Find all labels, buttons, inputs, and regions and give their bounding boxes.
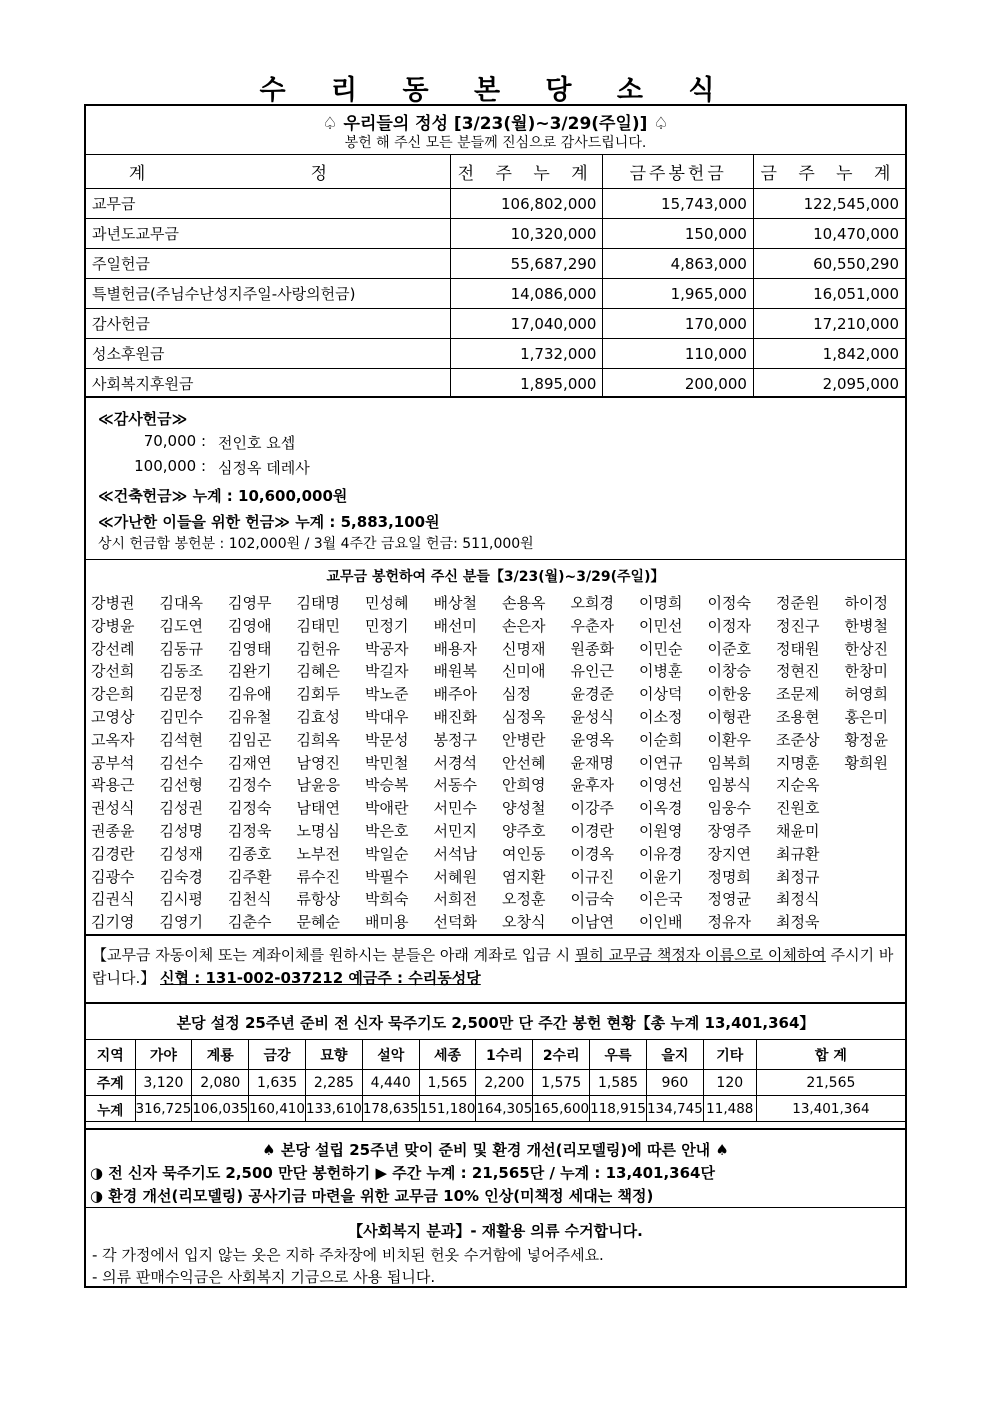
donor-name: 김유애 [228, 685, 272, 704]
rosary-week-label: 주계 [86, 1070, 135, 1096]
donor-name: 심정옥 [502, 707, 546, 726]
donor-name: 배주아 [433, 685, 477, 704]
donor-name: 허영희 [844, 685, 888, 704]
donor-name: 염지환 [502, 867, 546, 886]
donor-name: 심정 [502, 685, 531, 704]
donor-name: 김선수 [159, 753, 203, 772]
donor-name: 우춘자 [570, 616, 614, 635]
donor-name: 이강주 [570, 799, 614, 818]
offering-row [86, 219, 905, 249]
transfer-notice [86, 934, 905, 1002]
donor-name: 지명훈 [776, 753, 820, 772]
header-account: 계 정 [86, 155, 450, 189]
rosary-header-cell: 우륵 [590, 1040, 647, 1070]
donor-name: 이창승 [707, 662, 751, 681]
donor-name: 김영태 [228, 639, 272, 658]
donor-name: 이영선 [639, 776, 683, 795]
donor-name: 김성권 [159, 799, 203, 818]
donor-name: 서석남 [433, 844, 477, 863]
donor-name: 한상진 [844, 639, 888, 658]
donor-name: 김석현 [159, 730, 203, 749]
donor-name: 여인동 [502, 844, 546, 863]
donor-name: 김동규 [159, 639, 203, 658]
donor-name: 임복희 [707, 753, 751, 772]
donor-name: 고옥자 [91, 730, 135, 749]
donor-name: 김민수 [159, 707, 203, 726]
donor-name: 김정욱 [228, 821, 272, 840]
donor-name: 김광수 [91, 867, 135, 886]
week-offering: 1,965,000 [603, 279, 753, 309]
donor-name: 이연규 [639, 753, 683, 772]
week-total: 17,210,000 [753, 309, 905, 339]
donor-name: 박필수 [365, 867, 409, 886]
donor-name: 남영진 [296, 753, 340, 772]
donor-name: 김도연 [159, 616, 203, 635]
donor-name: 김정수 [228, 776, 272, 795]
donor-name: 채윤미 [776, 821, 820, 840]
rosary-header-cell: 기타 [703, 1040, 756, 1070]
donor-name: 이원영 [639, 821, 683, 840]
rosary-week-cell: 2,200 [476, 1070, 533, 1096]
donor-name: 이남연 [570, 913, 614, 932]
donor-name: 배진화 [433, 707, 477, 726]
donor-name: 하이정 [844, 594, 888, 612]
rosary-cumulative-cell: 118,915 [590, 1096, 647, 1122]
donor-name: 윤영옥 [570, 730, 614, 749]
notice-text: 【교무금 자동이체 또는 계좌이체를 원하시는 분들은 아래 계좌로 입금 시 [92, 946, 575, 964]
donor-name: 박문성 [365, 730, 409, 749]
donors-title: 교무금 봉헌하여 주신 분들【3/23(월)~3/29(주일)】 [326, 569, 665, 585]
donor-name: 최정식 [776, 890, 820, 909]
donor-name: 한창미 [844, 662, 888, 681]
donor-name: 권종윤 [91, 821, 135, 840]
donor-name [845, 820, 914, 843]
donor-name: 이윤기 [639, 867, 683, 886]
donor-name: 배용자 [433, 639, 477, 658]
donor-name: 김문정 [159, 685, 203, 704]
donor-name: 서경석 [433, 753, 477, 772]
donor-name: 서동수 [433, 776, 477, 795]
donor-name: 김천식 [228, 890, 272, 909]
welfare-section [86, 1207, 905, 1288]
donor-name: 박일순 [365, 844, 409, 863]
prev-total: 55,687,290 [450, 249, 603, 279]
offering-table [86, 154, 905, 398]
rosary-header-cell: 금강 [249, 1040, 306, 1070]
donor-name: 이인배 [639, 913, 683, 932]
donor-name: 오창식 [502, 913, 546, 932]
header-prev-total: 전 주 누 계 [450, 155, 603, 189]
rosary-header-row [86, 1040, 905, 1070]
donor-name: 이경란 [570, 821, 614, 840]
prev-total: 10,320,000 [450, 219, 603, 249]
donor-name: 윤후자 [570, 776, 614, 795]
donor-name: 조준상 [776, 730, 820, 749]
donor-name: 이소정 [639, 707, 683, 726]
donor-name: 안희영 [502, 776, 546, 795]
donor-name: 김태명 [296, 594, 340, 612]
week-offering: 170,000 [603, 309, 753, 339]
donor-name: 김헌유 [296, 639, 340, 658]
donor-name: 임웅수 [707, 799, 751, 818]
donor-name: 김선형 [159, 776, 203, 795]
welfare-title: 【사회복지 분과】- 재활용 의류 수거합니다. [348, 1222, 643, 1240]
header-week-offering: 금주봉헌금 [603, 155, 753, 189]
donor-name: 이민선 [639, 616, 683, 635]
account-name: 교무금 [86, 189, 450, 219]
donor-name [845, 797, 914, 820]
offering-subtitle: 봉헌 해 주신 모든 분들께 진심으로 감사드립니다. [344, 135, 647, 151]
rosary-cumulative-cell: 106,035 [192, 1096, 249, 1122]
donor-name: 신명재 [502, 639, 546, 658]
donor-name [845, 888, 914, 911]
donor-name: 정영균 [707, 890, 751, 909]
account-name: 사회복지후원금 [86, 369, 450, 399]
thanks-amount: 70,000 : [143, 432, 206, 450]
rosary-header-cell: 묘향 [305, 1040, 362, 1070]
donor-name: 이은국 [639, 890, 683, 909]
rosary-header-cell: 을지 [646, 1040, 703, 1070]
donor-name: 김유철 [228, 707, 272, 726]
donor-name: 유인근 [570, 662, 614, 681]
donor-name: 서희전 [433, 890, 477, 909]
donor-name: 김기영 [91, 913, 135, 932]
donor-name: 박공자 [365, 639, 409, 658]
donor-name: 서민수 [433, 799, 477, 818]
thanks-title: ≪감사헌금≫ [98, 410, 188, 428]
rosary-week-row [86, 1070, 905, 1096]
donor-name: 공부석 [91, 753, 135, 772]
announcement-item: ◑ 환경 개선(리모델링) 공사기금 마련을 위한 교무금 10% 인상(미책정 세대는 책정) [90, 1187, 654, 1205]
announcement-title: ♠ 본당 설립 25주년 맞이 준비 및 환경 개선(리모델링)에 따른 안내 ♠ [262, 1141, 729, 1159]
donor-name: 배미용 [365, 913, 409, 932]
donor-name: 곽용근 [91, 776, 135, 795]
announcement-item: ◑ 전 신자 묵주기도 2,500 만단 봉헌하기 ▶ 주간 누계 : 21,565단 / 누계 : 13,401,364단 [90, 1164, 715, 1182]
donor-name: 류수진 [296, 867, 340, 886]
donor-name: 홍은미 [844, 707, 888, 726]
rosary-header-cell: 가야 [135, 1040, 192, 1070]
donor-name: 황정윤 [844, 730, 888, 749]
offering-row [86, 309, 905, 339]
donor-name: 이옥경 [639, 799, 683, 818]
donor-name: 김영기 [159, 913, 203, 932]
donor-name: 이준호 [707, 639, 751, 658]
donor-name: 남태연 [296, 799, 340, 818]
donor-name: 한병철 [844, 616, 888, 635]
donor-name: 김영애 [228, 616, 272, 635]
rosary-table [86, 1039, 905, 1122]
prev-total: 106,802,000 [450, 189, 603, 219]
week-total: 10,470,000 [753, 219, 905, 249]
rosary-week-cell: 4,440 [362, 1070, 419, 1096]
week-total: 60,550,290 [753, 249, 905, 279]
donor-name: 임봉식 [707, 776, 751, 795]
donor-name: 김주환 [228, 867, 272, 886]
donor-name: 최규환 [776, 844, 820, 863]
donor-name: 노부전 [296, 844, 340, 863]
rosary-cumulative-cell: 134,745 [646, 1096, 703, 1122]
donor-name: 이유경 [639, 844, 683, 863]
rosary-header-cell: 1수리 [476, 1040, 533, 1070]
donor-name: 박민철 [365, 753, 409, 772]
donor-name: 정준원 [776, 594, 820, 612]
thanks-section [86, 396, 905, 559]
donor-name: 박대우 [365, 707, 409, 726]
thanks-amount: 100,000 : [134, 457, 206, 475]
rosary-week-cell: 2,285 [305, 1070, 362, 1096]
donor-name: 서혜원 [433, 867, 477, 886]
week-total: 2,095,000 [753, 369, 905, 399]
donor-name: 이정자 [707, 616, 751, 635]
building-fund-total: ≪건축헌금≫ 누계 : 10,600,000원 [98, 487, 348, 505]
donor-name: 김재연 [228, 753, 272, 772]
donor-name: 이규진 [570, 867, 614, 886]
week-offering: 110,000 [603, 339, 753, 369]
offering-header-row [86, 155, 905, 189]
donor-name [845, 866, 914, 889]
rosary-week-cell: 960 [646, 1070, 703, 1096]
thanks-name: 심정옥 데레사 [218, 459, 310, 477]
donor-name: 김희옥 [296, 730, 340, 749]
week-total: 16,051,000 [753, 279, 905, 309]
donor-name: 고영상 [91, 707, 135, 726]
donor-name: 배상철 [433, 594, 477, 612]
donor-name: 원종화 [570, 639, 614, 658]
donor-name: 김숙경 [159, 867, 203, 886]
rosary-cumulative-cell: 164,305 [476, 1096, 533, 1122]
donor-name: 김시평 [159, 890, 203, 909]
donor-name: 손용옥 [502, 594, 546, 612]
offering-row [86, 189, 905, 219]
offering-title: ♤ 우리들의 정성 [3/23(월)~3/29(주일)] ♤ [322, 114, 669, 134]
account-name: 특별헌금(주님수난성지주일-사랑의헌금) [86, 279, 450, 309]
rosary-cumulative-cell: 13,401,364 [756, 1096, 905, 1122]
offering-row [86, 249, 905, 279]
rosary-header-cell: 설악 [362, 1040, 419, 1070]
donor-name: 박노준 [365, 685, 409, 704]
notice-text: 주시기 바랍니다.】 [92, 946, 894, 987]
donor-name: 강은희 [91, 685, 135, 704]
rosary-cumulative-cell: 316,725 [135, 1096, 192, 1122]
donor-name: 이명희 [639, 594, 683, 612]
donor-name: 배원복 [433, 662, 477, 681]
offering-section [86, 106, 905, 396]
thanks-name: 전인호 요셉 [218, 434, 296, 452]
donor-name: 신미애 [502, 662, 546, 681]
donor-name [845, 843, 914, 866]
rosary-header-label: 지역 [86, 1040, 135, 1070]
donors-section [86, 559, 905, 933]
donor-name: 오정훈 [502, 890, 546, 909]
donor-name: 박승복 [365, 776, 409, 795]
donor-name: 장지연 [707, 844, 751, 863]
donor-name: 박애란 [365, 799, 409, 818]
account-name: 과년도교무금 [86, 219, 450, 249]
donor-name: 지순옥 [776, 776, 820, 795]
rosary-cumulative-cell: 151,180 [419, 1096, 476, 1122]
donor-name: 최정욱 [776, 913, 820, 932]
donor-name: 김권식 [91, 890, 135, 909]
donor-name: 이경옥 [570, 844, 614, 863]
donor-name: 이민순 [639, 639, 683, 658]
prev-total: 1,895,000 [450, 369, 603, 399]
donor-name: 손은자 [502, 616, 546, 635]
donor-name: 김성재 [159, 844, 203, 863]
rosary-week-cell: 1,575 [533, 1070, 590, 1096]
rosary-week-cell: 3,120 [135, 1070, 192, 1096]
rosary-cumulative-cell: 11,488 [703, 1096, 756, 1122]
donor-name: 강선례 [91, 639, 135, 658]
donor-name: 이금숙 [570, 890, 614, 909]
rosary-cumulative-label: 누계 [86, 1096, 135, 1122]
rosary-cumulative-cell: 160,410 [249, 1096, 306, 1122]
donor-name: 양주호 [502, 821, 546, 840]
donor-name: 장영주 [707, 821, 751, 840]
account-name: 성소후원금 [86, 339, 450, 369]
donor-name: 권성식 [91, 799, 135, 818]
donor-name: 박희숙 [365, 890, 409, 909]
donor-name: 김춘수 [228, 913, 272, 932]
donor-name: 서민지 [433, 821, 477, 840]
transfer-notice-text [92, 944, 901, 990]
donor-name: 윤성식 [570, 707, 614, 726]
account-name: 주일헌금 [86, 249, 450, 279]
donor-name: 정현진 [776, 662, 820, 681]
donor-name: 이환우 [707, 730, 751, 749]
donor-name: 김완기 [228, 662, 272, 681]
donor-name: 김회두 [296, 685, 340, 704]
donor-name: 정유자 [707, 913, 751, 932]
donor-name: 정진구 [776, 616, 820, 635]
donor-name: 강병윤 [91, 616, 135, 635]
rosary-header-cell: 2수리 [533, 1040, 590, 1070]
donor-name: 진원호 [776, 799, 820, 818]
donor-name-grid [91, 592, 906, 934]
donor-name: 안선혜 [502, 753, 546, 772]
welfare-item: - 각 가정에서 입지 않는 옷은 지하 주차장에 비치된 헌옷 수거함에 넣어주세요. [92, 1246, 604, 1264]
donor-name: 양성철 [502, 799, 546, 818]
donor-name: 봉정구 [433, 730, 477, 749]
donor-name: 김태민 [296, 616, 340, 635]
poor-fund-total: ≪가난한 이들을 위한 헌금≫ 누계 : 5,883,100원 [98, 513, 440, 531]
donor-name: 김동조 [159, 662, 203, 681]
rosary-week-cell: 21,565 [756, 1070, 905, 1096]
donor-name: 이한웅 [707, 685, 751, 704]
offering-row [86, 279, 905, 309]
prev-total: 1,732,000 [450, 339, 603, 369]
rosary-cumulative-row [86, 1096, 905, 1122]
donor-name: 노명심 [296, 821, 340, 840]
donor-name: 정태원 [776, 639, 820, 658]
donor-name: 선덕화 [433, 913, 477, 932]
offering-row [86, 369, 905, 399]
rosary-week-cell: 120 [703, 1070, 756, 1096]
donor-name: 배선미 [433, 616, 477, 635]
fund-note: 상시 헌금함 봉헌분 : 102,000원 / 3월 4주간 금요일 헌금: 511,000원 [98, 536, 534, 552]
donor-name: 박은호 [365, 821, 409, 840]
donor-name [845, 774, 914, 797]
week-offering: 15,743,000 [603, 189, 753, 219]
anniversary-announcement [86, 1128, 905, 1206]
donor-name: 김영무 [228, 594, 272, 612]
donor-name: 윤재명 [570, 753, 614, 772]
rosary-header-cell: 합 계 [756, 1040, 905, 1070]
donor-name: 김성명 [159, 821, 203, 840]
donor-name: 이형관 [707, 707, 751, 726]
page-title: 수 리 동 본 당 소 식 [259, 75, 733, 106]
donor-name: 남윤응 [296, 776, 340, 795]
donor-name: 김정숙 [228, 799, 272, 818]
donor-name: 김혜은 [296, 662, 340, 681]
rosary-week-cell: 1,585 [590, 1070, 647, 1096]
rosary-cumulative-cell: 165,600 [533, 1096, 590, 1122]
donor-name: 이정숙 [707, 594, 751, 612]
bank-account: 신협 : 131-002-037212 예금주 : 수리동성당 [160, 969, 481, 987]
notice-emphasis: 필히 교무금 책정자 이름으로 이체하여 [574, 946, 826, 964]
donor-name: 김효성 [296, 707, 340, 726]
welfare-item: - 의류 판매수익금은 사회복지 기금으로 사용 됩니다. [92, 1268, 436, 1286]
donor-name: 김경란 [91, 844, 135, 863]
rosary-cumulative-cell: 133,610 [305, 1096, 362, 1122]
donor-name: 조용현 [776, 707, 820, 726]
donor-name: 최정규 [776, 867, 820, 886]
donor-name: 오희경 [570, 594, 614, 612]
rosary-header-cell: 세종 [419, 1040, 476, 1070]
rosary-section [86, 1002, 905, 1128]
donor-name: 문혜순 [296, 913, 340, 932]
donor-name [845, 911, 914, 934]
donor-name: 안병란 [502, 730, 546, 749]
donor-name: 이병훈 [639, 662, 683, 681]
rosary-header-cell: 계룡 [192, 1040, 249, 1070]
donor-name: 강병권 [91, 594, 135, 612]
donor-name: 민성혜 [365, 594, 409, 612]
donor-name: 김대옥 [159, 594, 203, 612]
prev-total: 17,040,000 [450, 309, 603, 339]
week-total: 122,545,000 [753, 189, 905, 219]
donor-name: 정명희 [707, 867, 751, 886]
donor-name: 민정기 [365, 616, 409, 635]
offering-row [86, 339, 905, 369]
donor-name: 박길자 [365, 662, 409, 681]
donor-name: 이상덕 [639, 685, 683, 704]
donor-name: 조문제 [776, 685, 820, 704]
donor-name: 강선희 [91, 662, 135, 681]
rosary-title: 본당 설정 25주년 준비 전 신자 묵주기도 2,500만 단 주간 봉헌 현황【총 누계 13,401,364】 [176, 1014, 815, 1032]
week-offering: 150,000 [603, 219, 753, 249]
donor-name: 김종호 [228, 844, 272, 863]
account-name: 감사헌금 [86, 309, 450, 339]
donor-name: 이순희 [639, 730, 683, 749]
donor-name: 김임곤 [228, 730, 272, 749]
rosary-week-cell: 1,565 [419, 1070, 476, 1096]
week-offering: 200,000 [603, 369, 753, 399]
week-total: 1,842,000 [753, 339, 905, 369]
prev-total: 14,086,000 [450, 279, 603, 309]
rosary-week-cell: 2,080 [192, 1070, 249, 1096]
week-offering: 4,863,000 [603, 249, 753, 279]
bulletin-frame [84, 104, 907, 1288]
donor-name: 황희원 [844, 753, 888, 772]
rosary-cumulative-cell: 178,635 [362, 1096, 419, 1122]
header-week-total: 금 주 누 계 [753, 155, 905, 189]
donor-name: 윤경준 [570, 685, 614, 704]
donor-name: 류항상 [296, 890, 340, 909]
rosary-week-cell: 1,635 [249, 1070, 306, 1096]
